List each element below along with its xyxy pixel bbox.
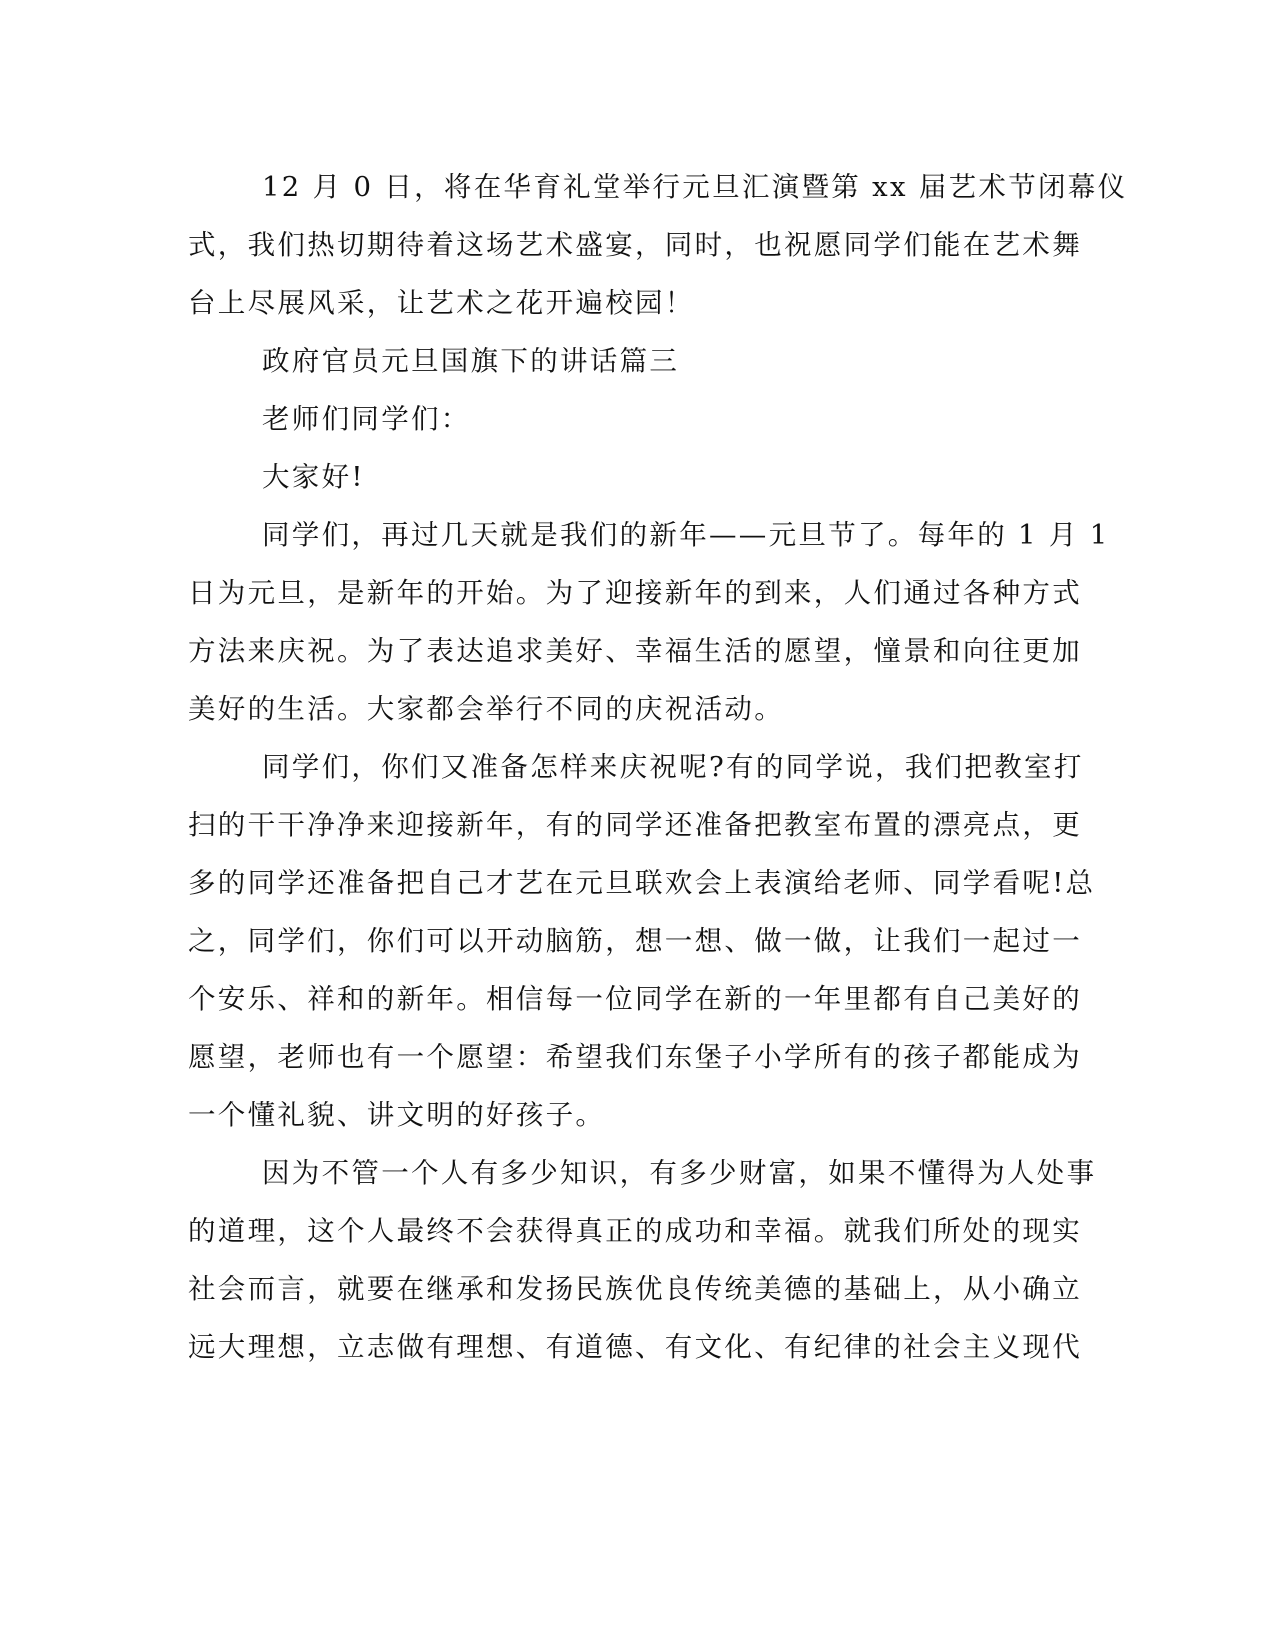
paragraph-4-line-1: 因为不管一个人有多少知识，有多少财富，如果不懂得为人处事: [262, 1157, 1097, 1189]
paragraph-3-line-6: 愿望，老师也有一个愿望：希望我们东堡子小学所有的孩子都能成为: [188, 1041, 1082, 1073]
paragraph-2-line-3: 方法来庆祝。为了表达追求美好、幸福生活的愿望，憧景和向往更加: [188, 635, 1082, 667]
paragraph-3-line-7: 一个懂礼貌、讲文明的好孩子。: [188, 1099, 606, 1131]
greeting: 大家好!: [262, 461, 365, 493]
paragraph-1-line-3: 台上尽展风采，让艺术之花开遍校园！: [188, 287, 695, 319]
paragraph-4-line-3: 社会而言，就要在继承和发扬民族优良传统美德的基础上，从小确立: [188, 1273, 1082, 1305]
paragraph-3-line-3: 多的同学还准备把自己才艺在元旦联欢会上表演给老师、同学看呢!总: [188, 867, 1096, 899]
paragraph-2-line-4: 美好的生活。大家都会举行不同的庆祝活动。: [188, 693, 784, 725]
paragraph-4-line-2: 的道理，这个人最终不会获得真正的成功和幸福。就我们所处的现实: [188, 1215, 1082, 1247]
paragraph-3-line-2: 扫的干干净净来迎接新年，有的同学还准备把教室布置的漂亮点，更: [188, 809, 1082, 841]
paragraph-2-line-1: 同学们，再过几天就是我们的新年——元旦节了。每年的 1 月 1: [262, 519, 1110, 551]
salutation: 老师们同学们：: [262, 403, 471, 435]
paragraph-1-line-1: 12 月 0 日，将在华育礼堂举行元旦汇演暨第 xx 届艺术节闭幕仪: [262, 171, 1128, 203]
paragraph-2-line-2: 日为元旦，是新年的开始。为了迎接新年的到来，人们通过各种方式: [188, 577, 1082, 609]
paragraph-3-line-5: 个安乐、祥和的新年。相信每一位同学在新的一年里都有自己美好的: [188, 983, 1082, 1015]
section-title: 政府官员元旦国旗下的讲话篇三: [262, 345, 680, 377]
paragraph-1-line-2: 式，我们热切期待着这场艺术盛宴，同时，也祝愿同学们能在艺术舞: [188, 229, 1082, 261]
paragraph-3-line-4: 之，同学们，你们可以开动脑筋，想一想、做一做，让我们一起过一: [188, 925, 1082, 957]
paragraph-4-line-4: 远大理想，立志做有理想、有道德、有文化、有纪律的社会主义现代: [188, 1331, 1082, 1363]
paragraph-3-line-1: 同学们，你们又准备怎样来庆祝呢?有的同学说，我们把教室打: [262, 751, 1084, 783]
